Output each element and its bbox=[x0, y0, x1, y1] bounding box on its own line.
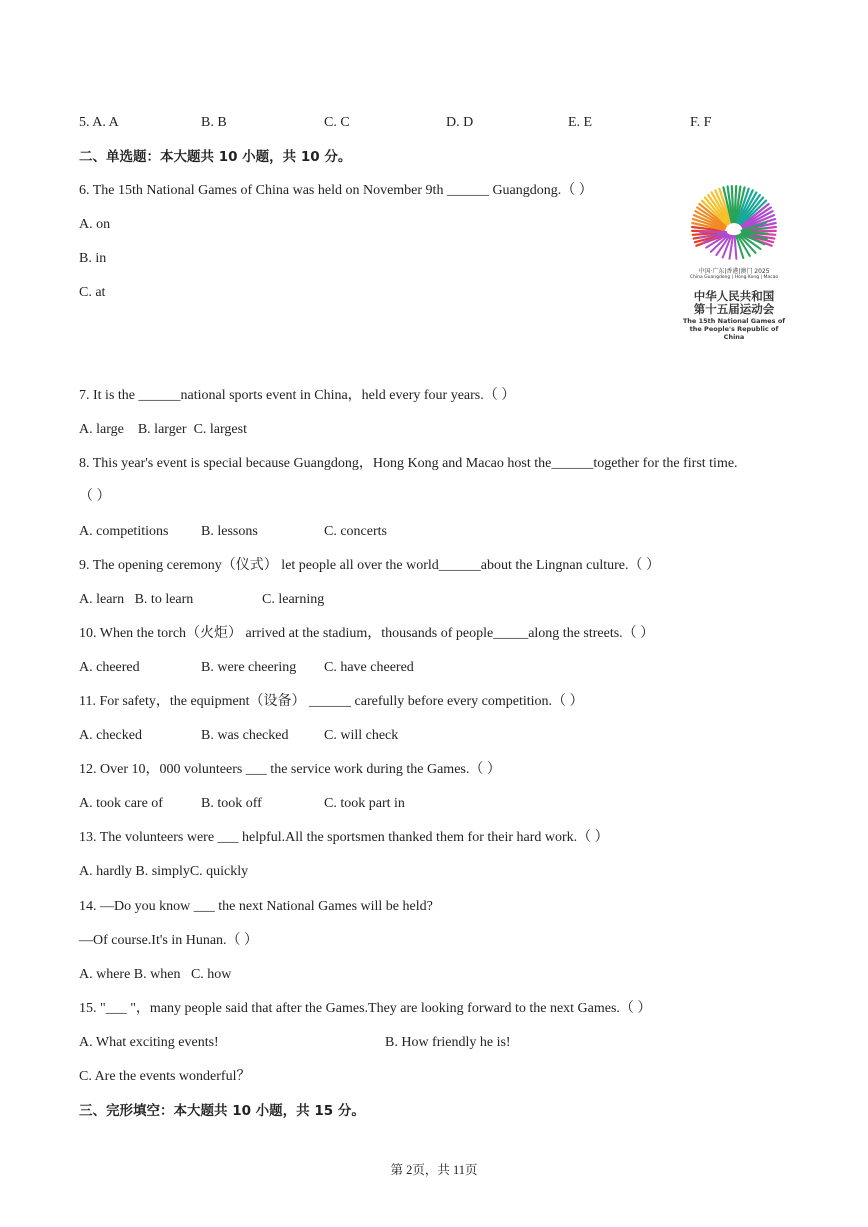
logo-cn-line1: 中华人民共和国 bbox=[693, 289, 775, 303]
q15-option-c: C. Are the events wonderful？ bbox=[79, 1069, 251, 1084]
q10-option-c: C. have cheered bbox=[324, 660, 414, 675]
q5-option-e: E. E bbox=[568, 115, 593, 130]
q6-option-b: B. in bbox=[79, 251, 107, 266]
q8-option-c: C. concerts bbox=[324, 524, 387, 539]
q5-option-b: B. B bbox=[201, 115, 227, 130]
q13-stem: 13. The volunteers were ___ helpful.All the sportsmen thanked them for their hard work.（ ） bbox=[79, 830, 609, 845]
q9-stem: 9. The opening ceremony（仪式） let people all over the world______about the Lingnan culture.（ ） bbox=[79, 558, 660, 573]
q13-options: A. hardly B. simplyC. quickly bbox=[79, 864, 249, 879]
q9-option-c: C. learning bbox=[262, 592, 325, 607]
q11-stem: 11. For safety，the equipment（设备） ______ carefully before every competition.（ ） bbox=[79, 694, 584, 709]
national-games-emblem-icon bbox=[679, 180, 789, 266]
q15-stem: 15. "___ "，many people said that after the Games.They are looking forward to the next Games.（ ） bbox=[79, 1001, 652, 1016]
q14-line2: —Of course.It's in Hunan.（ ） bbox=[79, 933, 259, 948]
q15-option-a: A. What exciting events! bbox=[79, 1035, 219, 1050]
q10-option-b: B. were cheering bbox=[201, 660, 297, 675]
logo-small-text: 中国·广东|香港|澳门 2025 bbox=[698, 268, 770, 275]
q12-option-c: C. took part in bbox=[324, 796, 405, 811]
q8-option-a: A. competitions bbox=[79, 524, 169, 539]
q11-option-b: B. was checked bbox=[201, 728, 289, 743]
q5-option-d: D. D bbox=[446, 115, 474, 130]
logo-sub-text: China Guangdong | Hong Kong | Macao bbox=[689, 275, 779, 280]
logo-en-line1: The 15th National Games of bbox=[682, 317, 786, 325]
q7-options: A. large B. larger C. largest bbox=[79, 422, 247, 437]
q11-option-a: A. checked bbox=[79, 728, 142, 743]
q11-option-c: C. will check bbox=[324, 728, 399, 743]
q10-stem: 10. When the torch（火炬） arrived at the stadium，thousands of people_____along the streets.（ ） bbox=[79, 626, 655, 641]
section2-title: 二、单选题：本大题共 10 小题，共 10 分。 bbox=[79, 149, 352, 165]
q14-options: A. where B. when C. how bbox=[79, 967, 232, 982]
q5-option-f: F. F bbox=[690, 115, 712, 130]
page-footer: 第 2页，共 11页 bbox=[390, 1163, 478, 1177]
logo-en-line2: the People's Republic of China bbox=[689, 325, 779, 341]
q9-option-ab: A. learn B. to learn bbox=[79, 592, 194, 607]
q5-option-a: 5. A. A bbox=[79, 115, 119, 130]
q7-stem: 7. It is the ______national sports event in China，held every four years.（ ） bbox=[79, 388, 516, 403]
logo-cn-line2: 第十五届运动会 bbox=[693, 302, 775, 316]
national-games-logo bbox=[679, 180, 789, 341]
section3-title: 三、完形填空：本大题共 10 小题，共 15 分。 bbox=[79, 1103, 365, 1119]
q12-stem: 12. Over 10，000 volunteers ___ the service work during the Games.（ ） bbox=[79, 762, 501, 777]
q8-option-b: B. lessons bbox=[201, 524, 258, 539]
q6-option-a: A. on bbox=[79, 217, 111, 232]
q15-option-b: B. How friendly he is! bbox=[385, 1035, 511, 1050]
q8-stem: 8. This year's event is special because Guangdong，Hong Kong and Macao host the______together for the first time. bbox=[79, 456, 738, 471]
q8-paren: （ ） bbox=[79, 489, 111, 504]
q12-option-a: A. took care of bbox=[79, 796, 163, 811]
q5-option-c: C. C bbox=[324, 115, 350, 130]
emblem-lower-ray bbox=[735, 236, 737, 259]
q6-option-c: C. at bbox=[79, 285, 106, 300]
q14-stem: 14. —Do you know ___ the next National Games will be held? bbox=[79, 899, 433, 914]
q10-option-a: A. cheered bbox=[79, 660, 140, 675]
q6-stem: 6. The 15th National Games of China was held on November 9th ______ Guangdong.（ ） bbox=[79, 183, 593, 198]
q12-option-b: B. took off bbox=[201, 796, 262, 811]
